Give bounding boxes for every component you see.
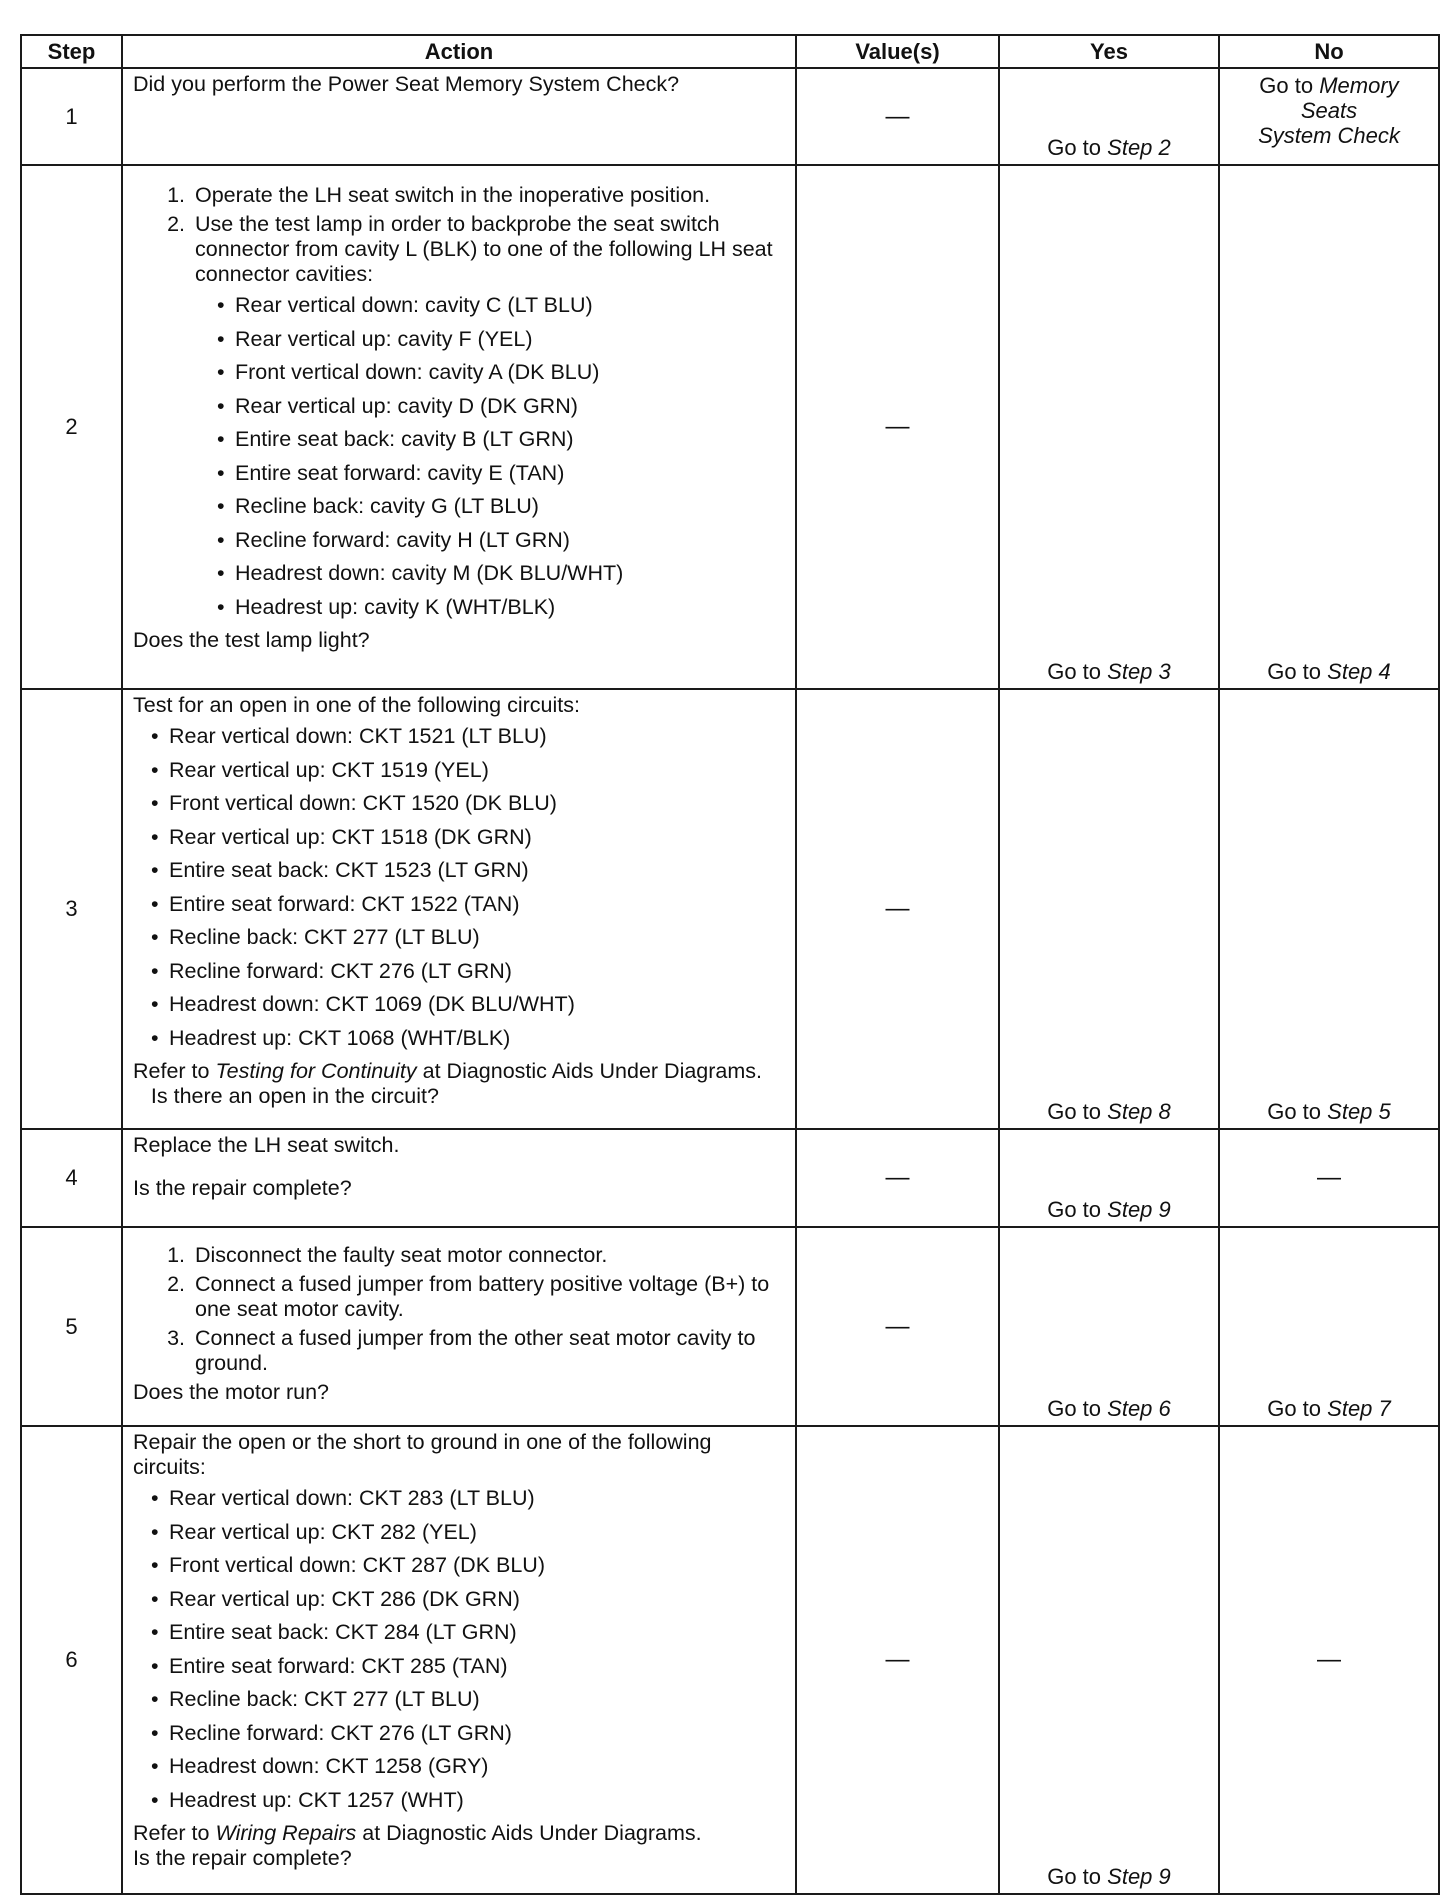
circuit-list	[133, 724, 789, 1051]
cavity-list	[195, 293, 789, 620]
list-item: • Recline back: CKT 277 (LT BLU)	[151, 925, 789, 950]
header-values: Value(s)	[796, 35, 999, 68]
list-item: • Rear vertical down: cavity C (LT BLU)	[217, 293, 789, 318]
intro-text: Repair the open or the short to ground in one of the following circuits:	[133, 1430, 712, 1479]
yes-cell	[999, 689, 1219, 1129]
list-item: • Headrest up: CKT 1068 (WHT/BLK)	[151, 1026, 789, 1051]
action-cell	[122, 1227, 796, 1426]
list-item: • Headrest up: CKT 1257 (WHT)	[151, 1788, 789, 1813]
list-item: • Entire seat forward: cavity E (TAN)	[217, 461, 789, 486]
list-item: 2. Connect a fused jumper from battery positive voltage (B+) to one seat motor cavity.	[191, 1272, 789, 1322]
step-number: 1	[21, 68, 122, 165]
list-item: • Headrest down: cavity M (DK BLU/WHT)	[217, 561, 789, 586]
list-item: • Headrest down: CKT 1258 (GRY)	[151, 1754, 789, 1779]
no-cell: —	[1219, 1426, 1439, 1894]
list-item: • Recline back: CKT 277 (LT BLU)	[151, 1687, 789, 1712]
intro-text: Test for an open in one of the following circuits:	[133, 693, 580, 717]
diagnostic-table-page	[20, 34, 1438, 1895]
memory-link-line[interactable]: System Check	[1258, 123, 1400, 148]
list-item: • Entire seat forward: CKT 285 (TAN)	[151, 1654, 789, 1679]
list-item: • Recline forward: CKT 276 (LT GRN)	[151, 959, 789, 984]
list-item: • Recline forward: CKT 276 (LT GRN)	[151, 1721, 789, 1746]
go-to-text: Go to	[1267, 1099, 1322, 1124]
step-number: 5	[21, 1227, 122, 1426]
go-to-text: Go to	[1267, 1396, 1322, 1421]
no-cell	[1219, 1227, 1439, 1426]
table-row	[21, 165, 1439, 689]
memory-link[interactable]: Memory	[1319, 73, 1399, 98]
list-item: 1. Disconnect the faulty seat motor connector.	[191, 1243, 789, 1268]
go-to-text: Go to	[1047, 1864, 1102, 1889]
no-cell	[1219, 689, 1439, 1129]
yes-step-link[interactable]: Step 9	[1107, 1197, 1171, 1222]
list-item: • Rear vertical up: cavity F (YEL)	[217, 327, 789, 352]
yes-step-link[interactable]: Step 2	[1107, 135, 1171, 160]
circuit-list	[133, 1486, 789, 1813]
refer-text: Refer to Testing for Continuity at Diagnostic Aids Under Diagrams. Is there an open in the circuit?	[133, 1059, 763, 1108]
value-cell: —	[796, 1227, 999, 1426]
value-cell: —	[796, 68, 999, 165]
no-step-link[interactable]: Step 4	[1327, 659, 1391, 684]
go-to-text: Go to	[1047, 1099, 1102, 1124]
value-cell: —	[796, 165, 999, 689]
memory-link-line[interactable]: Seats	[1300, 98, 1358, 123]
action-cell	[122, 689, 796, 1129]
step-number: 2	[21, 165, 122, 689]
list-item: 1. Operate the LH seat switch in the inoperative position.	[191, 183, 789, 208]
list-item: • Entire seat back: CKT 284 (LT GRN)	[151, 1620, 789, 1645]
list-item: • Rear vertical up: cavity D (DK GRN)	[217, 394, 789, 419]
yes-cell	[999, 1227, 1219, 1426]
yes-cell	[999, 1426, 1219, 1894]
list-item: • Recline forward: cavity H (LT GRN)	[217, 528, 789, 553]
value-cell: —	[796, 1129, 999, 1227]
go-to-text: Go to	[1267, 659, 1322, 684]
list-item: • Front vertical down: CKT 287 (DK BLU)	[151, 1553, 789, 1578]
header-row	[21, 35, 1439, 68]
header-step: Step	[21, 35, 122, 68]
header-no: No	[1219, 35, 1439, 68]
action-cell	[122, 68, 796, 165]
refer-text: Refer to Wiring Repairs at Diagnostic Aids Under Diagrams.	[133, 1821, 702, 1845]
yes-cell	[999, 1129, 1219, 1227]
yes-cell	[999, 165, 1219, 689]
action-cell	[122, 165, 796, 689]
list-item: • Headrest down: CKT 1069 (DK BLU/WHT)	[151, 992, 789, 1017]
yes-step-link[interactable]: Step 8	[1107, 1099, 1171, 1124]
list-item: • Entire seat forward: CKT 1522 (TAN)	[151, 892, 789, 917]
numbered-list	[133, 183, 789, 620]
question-text: Is the repair complete?	[133, 1846, 352, 1870]
list-item: • Rear vertical down: CKT 283 (LT BLU)	[151, 1486, 789, 1511]
value-cell: —	[796, 1426, 999, 1894]
list-item: • Rear vertical down: CKT 1521 (LT BLU)	[151, 724, 789, 749]
list-item: • Entire seat back: CKT 1523 (LT GRN)	[151, 858, 789, 883]
list-item: • Rear vertical up: CKT 286 (DK GRN)	[151, 1587, 789, 1612]
yes-step-link[interactable]: Step 3	[1107, 659, 1171, 684]
list-item: • Entire seat back: cavity B (LT GRN)	[217, 427, 789, 452]
list-item: • Front vertical down: CKT 1520 (DK BLU)	[151, 791, 789, 816]
no-cell	[1219, 68, 1439, 165]
table-row	[21, 1227, 1439, 1426]
step-number: 3	[21, 689, 122, 1129]
wiring-repairs-link[interactable]: Wiring Repairs	[215, 1821, 357, 1845]
go-to-text: Go to	[1047, 1396, 1102, 1421]
header-action: Action	[122, 35, 796, 68]
go-to-text: Go to	[1047, 135, 1102, 160]
action-cell	[122, 1426, 796, 1894]
list-item: 2. Use the test lamp in order to backprobe the seat switch connector from cavity L (BLK) to one of the following LH seat connector cavities: • Rear vertical down: cavity C (LT BLU) • Rear vertical up: cavity F (YEL) • Front vertical down: cavity A (DK BLU) • Rear vertical up: cavity D (DK GRN) • Entire seat back: cavity B (LT GRN) • Entire seat forward: cavity E (TAN) • Recline back: cavity G (LT BLU) • Recline forward: cavity H (LT GRN) • Headrest down: cavity M (DK BLU/WHT) • Headrest up: cavity K (WHT/BLK)	[191, 212, 789, 620]
table-row	[21, 1129, 1439, 1227]
question-text: Does the test lamp light?	[133, 628, 370, 652]
diagnostic-table	[20, 34, 1440, 1895]
yes-step-link[interactable]: Step 6	[1107, 1396, 1171, 1421]
no-step-link[interactable]: Step 5	[1327, 1099, 1391, 1124]
go-to-text: Go to Memory	[1259, 73, 1399, 98]
header-yes: Yes	[999, 35, 1219, 68]
step-number: 6	[21, 1426, 122, 1894]
question-text: Does the motor run?	[133, 1380, 329, 1404]
list-item: • Headrest up: cavity K (WHT/BLK)	[217, 595, 789, 620]
question-text: Did you perform the Power Seat Memory System Check?	[133, 72, 680, 96]
table-row	[21, 689, 1439, 1129]
table-row	[21, 68, 1439, 165]
list-item: • Front vertical down: cavity A (DK BLU)	[217, 360, 789, 385]
no-cell	[1219, 165, 1439, 689]
list-item: • Rear vertical up: CKT 282 (YEL)	[151, 1520, 789, 1545]
testing-for-continuity-link[interactable]: Testing for Continuity	[215, 1059, 417, 1083]
question-text: Is the repair complete?	[133, 1176, 352, 1200]
go-to-text: Go to	[1047, 659, 1102, 684]
list-item: • Rear vertical up: CKT 1519 (YEL)	[151, 758, 789, 783]
go-to-text: Go to	[1047, 1197, 1102, 1222]
action-cell	[122, 1129, 796, 1227]
yes-cell	[999, 68, 1219, 165]
numbered-list	[133, 1243, 789, 1376]
action-text: Replace the LH seat switch.	[133, 1133, 400, 1157]
table-row	[21, 1426, 1439, 1894]
yes-step-link[interactable]: Step 9	[1107, 1864, 1171, 1889]
step-number: 4	[21, 1129, 122, 1227]
no-step-link[interactable]: Step 7	[1327, 1396, 1391, 1421]
list-item: 3. Connect a fused jumper from the other seat motor cavity to ground.	[191, 1326, 789, 1376]
list-item: • Rear vertical up: CKT 1518 (DK GRN)	[151, 825, 789, 850]
question-text: Is there an open in the circuit?	[150, 1084, 439, 1108]
value-cell: —	[796, 689, 999, 1129]
no-cell: —	[1219, 1129, 1439, 1227]
list-item: • Recline back: cavity G (LT BLU)	[217, 494, 789, 519]
